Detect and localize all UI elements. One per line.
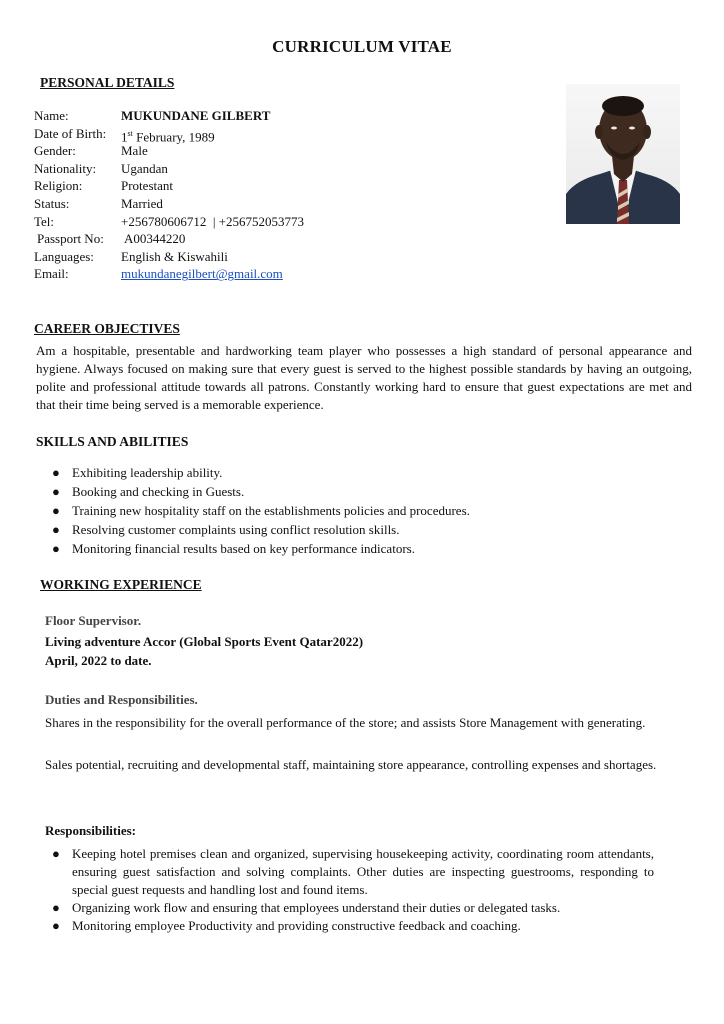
pd-row-tel bbox=[34, 213, 304, 231]
pd-value: A00344220 bbox=[124, 231, 186, 247]
job-period: April, 2022 to date. bbox=[45, 653, 152, 668]
list-item bbox=[48, 520, 688, 539]
list-item bbox=[48, 917, 654, 935]
bullet-icon: ● bbox=[52, 900, 60, 915]
skill-text: Resolving customer complaints using conflict resolution skills. bbox=[72, 522, 400, 537]
list-item bbox=[48, 463, 688, 482]
pd-row-religion bbox=[34, 177, 173, 195]
pd-value: Married bbox=[121, 196, 163, 211]
bullet-icon: ● bbox=[52, 503, 60, 518]
responsibility-text: Monitoring employee Productivity and providing constructive feedback and coaching. bbox=[72, 918, 521, 933]
pd-label: Name: bbox=[34, 108, 69, 123]
pd-row-email bbox=[34, 265, 283, 283]
pd-value-tel: +256780606712 | +256752053773 bbox=[121, 213, 305, 229]
responsibility-text: Keeping hotel premises clean and organized, supervising housekeeping activity, coordinating room attendants, ensuring guest satisfaction and solving complaints. Other duties are inspecting guestrooms, responding to special guest requests and handling lost and found items. bbox=[72, 846, 654, 897]
skills-list bbox=[48, 463, 688, 558]
dob-suffix: st bbox=[127, 128, 133, 138]
page-title: CURRICULUM VITAE bbox=[272, 37, 452, 56]
job-employer: Living adventure Accor (Global Sports Event Qatar2022) bbox=[45, 634, 364, 649]
responsibility-text: Organizing work flow and ensuring that employees understand their duties or delegated tasks. bbox=[72, 900, 561, 915]
pd-value: Protestant bbox=[121, 178, 173, 194]
list-item bbox=[48, 501, 688, 520]
bullet-icon: ● bbox=[52, 541, 60, 556]
pd-row-languages bbox=[34, 248, 228, 266]
pd-row-passport bbox=[37, 230, 185, 248]
pd-value: English & Kiswahili bbox=[121, 248, 228, 264]
pd-label: Religion: bbox=[34, 178, 83, 194]
pd-value-name: MUKUNDANE GILBERT bbox=[121, 108, 271, 123]
dob-day: 1 bbox=[121, 128, 128, 144]
bullet-icon: ● bbox=[52, 465, 60, 480]
duties-heading: Duties and Responsibilities. bbox=[45, 692, 198, 707]
responsibilities-list bbox=[48, 845, 654, 935]
list-item bbox=[48, 899, 654, 917]
bullet-icon: ● bbox=[52, 918, 60, 933]
pd-label: Passport No: bbox=[37, 231, 104, 247]
pd-value: Male bbox=[121, 143, 148, 159]
bullet-icon: ● bbox=[52, 484, 60, 499]
pd-label: Email: bbox=[34, 266, 69, 282]
portrait-image bbox=[566, 84, 680, 224]
pd-row-name bbox=[34, 107, 270, 125]
pd-label: Date of Birth: bbox=[34, 125, 107, 141]
pd-label: Status: bbox=[34, 196, 70, 211]
pd-value: Ugandan bbox=[121, 160, 168, 176]
list-item bbox=[48, 482, 688, 501]
list-item bbox=[48, 539, 688, 558]
list-item bbox=[48, 845, 654, 899]
pd-row-status bbox=[34, 195, 163, 213]
personal-details-heading: PERSONAL DETAILS bbox=[40, 75, 175, 90]
pd-label: Gender: bbox=[34, 143, 76, 159]
skill-text: Booking and checking in Guests. bbox=[72, 484, 245, 499]
duties-paragraph-1: Shares in the responsibility for the overall performance of the store; and assists Store Management with generating. bbox=[45, 715, 646, 730]
pd-row-gender bbox=[34, 142, 148, 160]
skill-text: Exhibiting leadership ability. bbox=[72, 465, 223, 480]
bullet-icon: ● bbox=[52, 522, 60, 537]
career-objectives-text: Am a hospitable, presentable and hardworking team player who possesses a high standard of personal appearance and hygiene. Always focused on making sure that every guest is served to the highest possible standards by having an outgoing, polite and professional attitude towards all patrons. Constantly working hard to ensure that guest expectations are met and that their time being served is a memorable experience. bbox=[36, 343, 692, 412]
working-experience-heading: WORKING EXPERIENCE bbox=[40, 577, 202, 592]
duties-paragraph-2: Sales potential, recruiting and developmental staff, maintaining store appearance, controlling expenses and shortages. bbox=[45, 757, 657, 772]
pd-label: Languages: bbox=[34, 248, 94, 264]
job-role: Floor Supervisor. bbox=[45, 613, 142, 628]
pd-label: Tel: bbox=[34, 213, 55, 229]
responsibilities-heading: Responsibilities: bbox=[45, 823, 137, 838]
skills-heading: SKILLS AND ABILITIES bbox=[36, 434, 189, 449]
bullet-icon: ● bbox=[52, 846, 60, 861]
skill-text: Training new hospitality staff on the establishments policies and procedures. bbox=[72, 503, 470, 518]
career-objectives-heading: CAREER OBJECTIVES bbox=[34, 321, 180, 336]
profile-photo bbox=[566, 84, 680, 224]
skill-text: Monitoring financial results based on key performance indicators. bbox=[72, 541, 415, 556]
dob-rest: February, 1989 bbox=[132, 128, 215, 144]
pd-label: Nationality: bbox=[34, 160, 97, 176]
pd-row-nationality bbox=[34, 160, 168, 178]
email-link[interactable]: mukundanegilbert@gmail.com bbox=[121, 266, 283, 282]
